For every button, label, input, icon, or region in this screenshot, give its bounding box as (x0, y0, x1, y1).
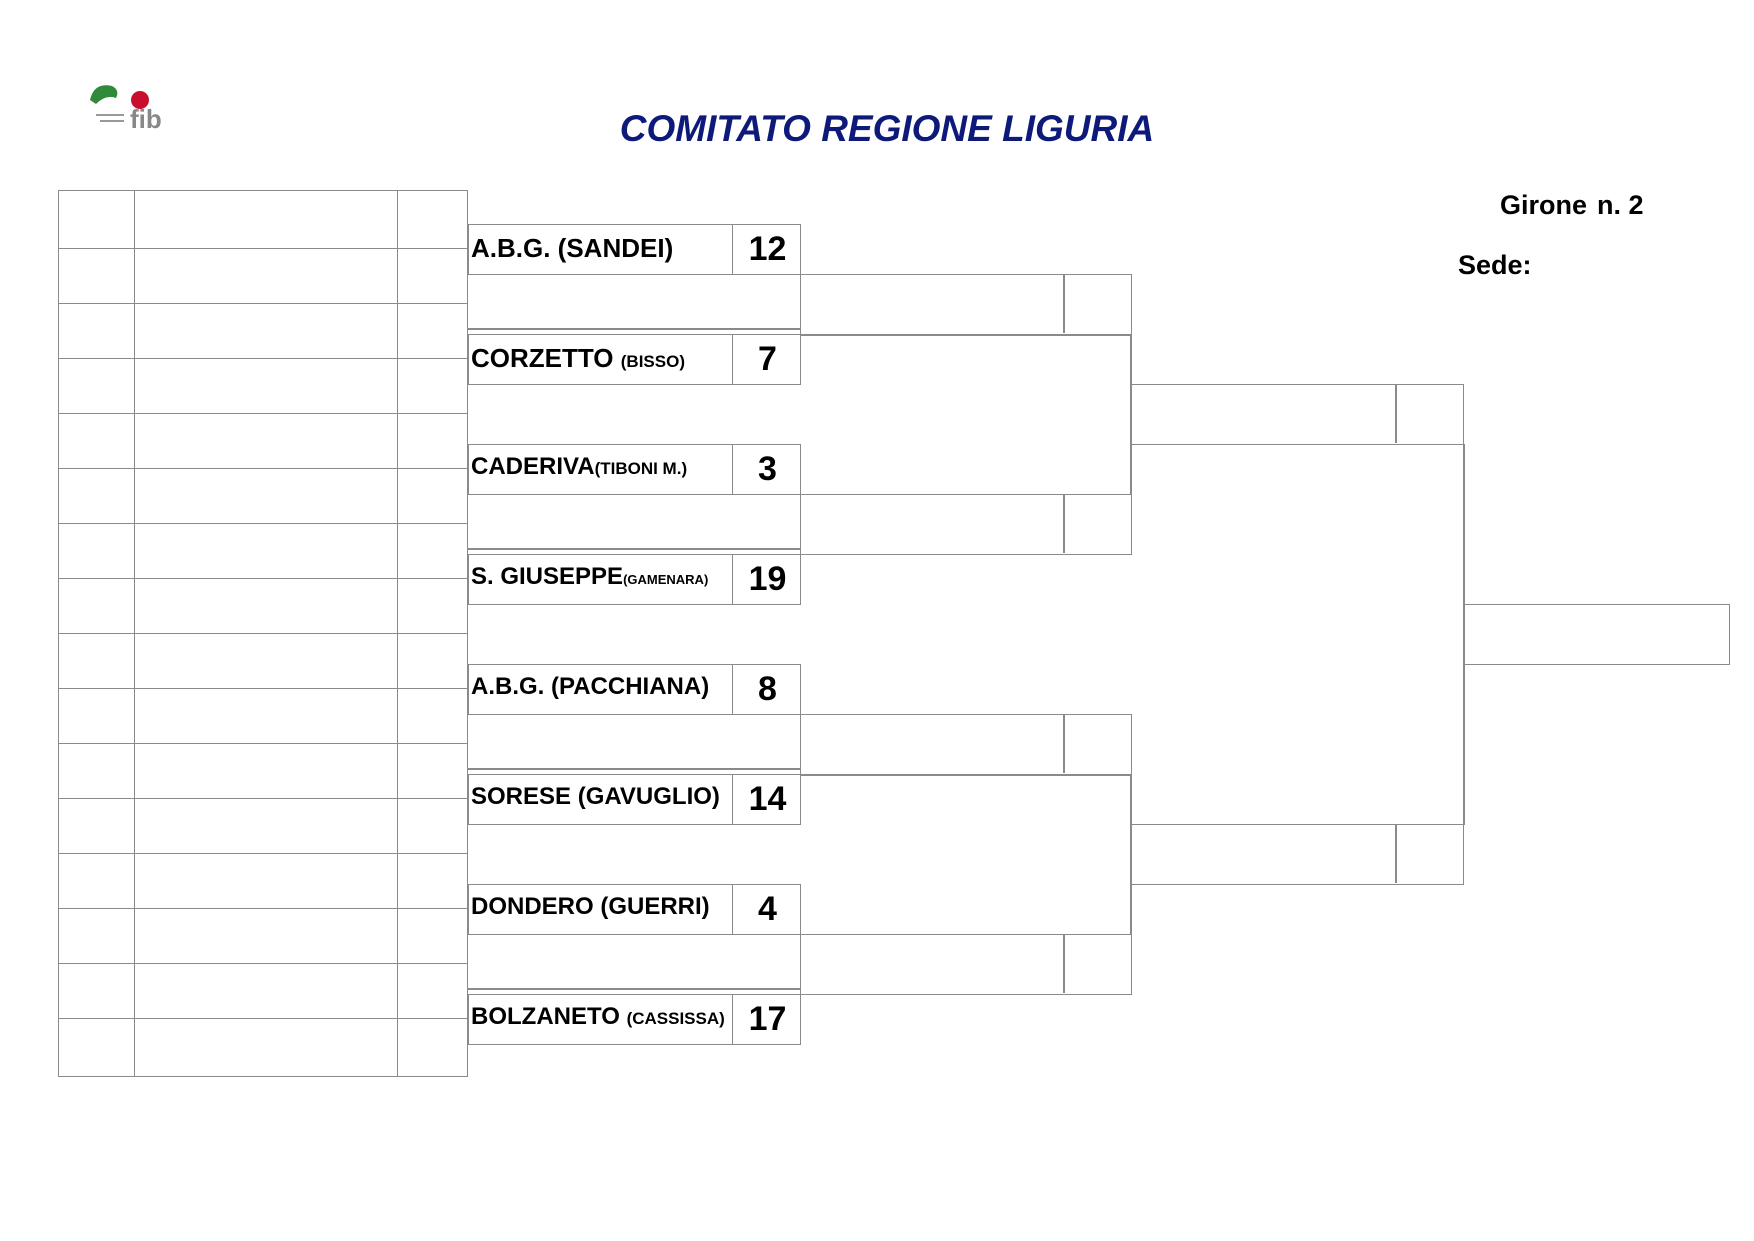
team-slot-3 (468, 444, 801, 495)
team-slot-8 (468, 994, 801, 1045)
round2-slot-1 (800, 274, 1132, 335)
connector (800, 334, 1131, 336)
team-slot-5 (468, 664, 801, 715)
team-score: 14 (732, 774, 802, 825)
round2-slot-2 (800, 494, 1132, 555)
team-slot-6 (468, 774, 801, 825)
bracket-line (468, 768, 801, 770)
team-name: DONDERO (GUERRI) (471, 893, 710, 920)
team-score: 17 (732, 994, 802, 1045)
round3-slot-1 (1130, 384, 1464, 445)
team-score: 8 (732, 664, 802, 715)
bracket-line (468, 988, 801, 990)
team-slot-4 (468, 554, 801, 605)
connector (800, 774, 1131, 776)
bracket-line (468, 548, 801, 550)
team-score: 3 (732, 444, 802, 495)
team-name: CADERIVA(TIBONI M.) (471, 453, 688, 480)
page-title: COMITATO REGIONE LIGURIA (619, 108, 1155, 149)
team-name: S. GIUSEPPE(GAMENARA) (471, 563, 709, 590)
team-name: A.B.G. (PACCHIANA) (471, 673, 710, 700)
team-name: BOLZANETO (CASSISSA) (471, 1003, 725, 1030)
team-name: CORZETTO (BISSO) (471, 343, 685, 373)
round2-slot-4 (800, 934, 1132, 995)
team-name: SORESE (GAVUGLIO) (471, 783, 720, 810)
team-score: 12 (732, 224, 802, 275)
team-score: 7 (732, 334, 802, 385)
bracket-line (468, 328, 801, 330)
round2-slot-3 (800, 714, 1132, 775)
sede-label: Sede: (1458, 250, 1532, 280)
team-slot-2 (468, 334, 801, 385)
round3-slot-2 (1130, 824, 1464, 885)
team-name: A.B.G. (SANDEI) (471, 233, 674, 263)
logo-text: fib (130, 104, 162, 134)
team-slot-7 (468, 884, 801, 935)
final-slot (1463, 604, 1730, 665)
team-score: 19 (732, 554, 802, 605)
girone-label: Girone n. 2 (1500, 190, 1644, 220)
results-grid (58, 190, 468, 1077)
team-score: 4 (732, 884, 802, 935)
team-slot-1 (468, 224, 801, 275)
